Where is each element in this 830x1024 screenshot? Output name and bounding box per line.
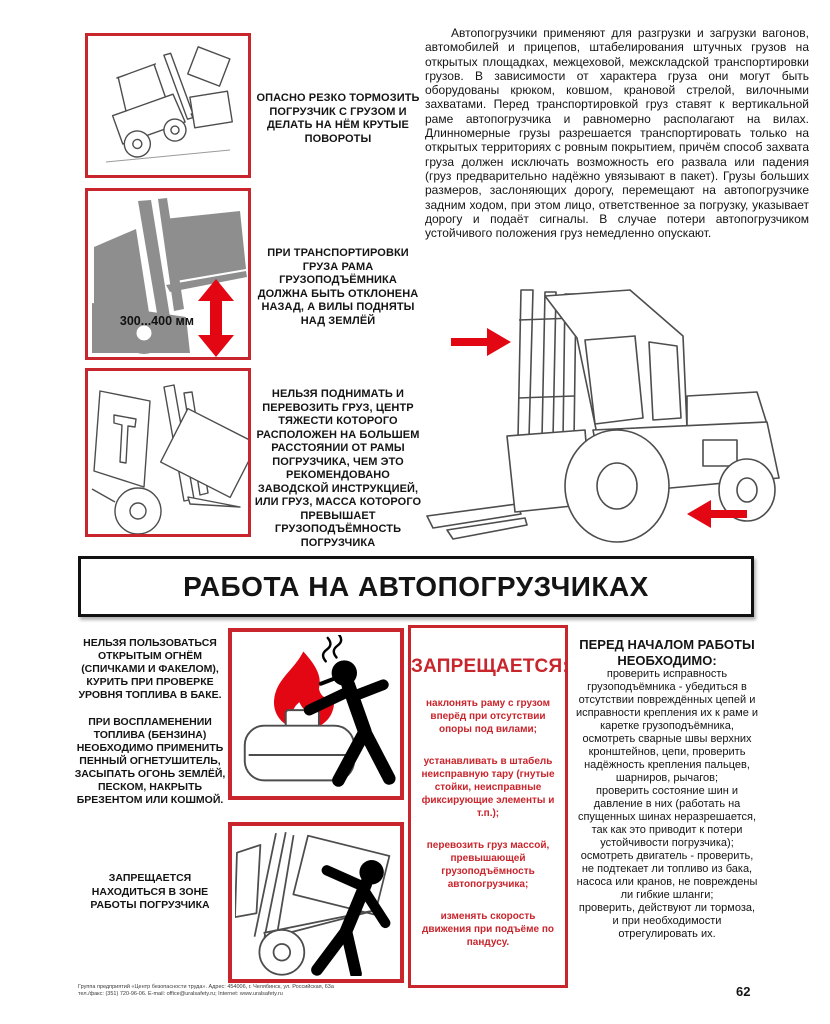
fire-instruction-text: ПРИ ВОСПЛАМЕНЕНИИ ТОПЛИВА (БЕНЗИНА) НЕОБХОДИМО ПРИМЕНИТЬ ПЕННЫЙ ОГНЕТУШИТЕЛЬ, ЗАСЫПАТЬ ОГОНЬ ЗЕМЛЁЙ, ПЕСКОМ, НАКРЫТЬ БРЕЗЕНТОМ ИЛИ КОШМОЙ. <box>74 716 226 806</box>
before-work-item: проверить, действуют ли тормоза, и при необходимости отрегулировать их. <box>578 902 756 940</box>
warning-caption-offset-load: НЕЛЬЗЯ ПОДНИМАТЬ И ПЕРЕВОЗИТЬ ГРУЗ, ЦЕНТР ТЯЖЕСТИ КОТОРОГО РАСПОЛОЖЕН НА БОЛЬШЕМ РАССТОЯНИИ ОТ РАМЫ ПОГРУЗЧИКА, ЧЕМ ЭТО РЕКОМЕНДОВАНО ЗАВОДСКОЙ ИНСТРУКЦИЕЙ, ИЛИ ГРУЗ, МАССА КОТОРОГО ПРЕВЫШАЕТ ГРУЗОПОДЪЁМНОСТЬ ПОГРУЗЧИКА <box>254 388 422 549</box>
tipping-forklift-illustration <box>88 36 248 175</box>
prohibited-item: изменять скорость движения при подъёме по пандусу. <box>421 911 554 948</box>
dimension-label: 300...400 мм <box>119 314 194 328</box>
zone-warning-text: ЗАПРЕЩАЕТСЯ НАХОДИТЬСЯ В ЗОНЕ РАБОТЫ ПОГРУЗЧИКА <box>90 872 210 911</box>
before-work-item: проверить исправность грузоподъёмника - убедиться в отсутствии повреждённых цепей и исправности крепления их к раме и каретке грузоподъёмника, осмотреть сварные швы верхних кронштейнов, цепи, проверить надёжность крепления пальцев, шарниров, рычагов; <box>575 668 759 784</box>
fuel-warning-text: НЕЛЬЗЯ ПОЛЬЗОВАТЬСЯ ОТКРЫТЫМ ОГНЁМ (СПИЧКАМИ И ФАКЕЛОМ), КУРИТЬ ПРИ ПРОВЕРКЕ УРОВНЯ ТОПЛИВА В БАКЕ. <box>78 637 222 701</box>
worker-in-zone-pictogram <box>235 829 397 976</box>
fuel-warnings-column <box>74 637 226 807</box>
footer-imprint <box>78 984 438 998</box>
page-title: РАБОТА НА АВТОПОГРУЗЧИКАХ <box>183 570 649 602</box>
warning-caption-braking: ОПАСНО РЕЗКО ТОРМОЗИТЬ ПОГРУЗЧИК С ГРУЗОМ И ДЕЛАТЬ НА НЁМ КРУТЫЕ ПОВОРОТЫ <box>256 92 420 145</box>
right-red-arrow <box>451 328 511 356</box>
page-number: 62 <box>736 984 751 999</box>
intro-paragraph: Автопогрузчики применяют для разгрузки и загрузки вагонов, автомобилей и прицепов, штабелирования штучных грузов на открытых площадках, межцеховой, межскладской транспортировки грузов. В зависимости от характера груза они могут быть оборудованы крюком, ковшом, крановой стрелой, вилочными захватами. Перед транспортировкой груз ставят к вертикальной раме автопогрузчика и равномерно располагают на вилах. Длинномерные грузы разрешается транспортировать только на открытых территориях с ровным покрытием, причём способ захвата груза должен исключать возможность его развала или падения (груз предварительно надёжно увязывают в пакет). Грузы больших размеров, заслоняющих дорогу, перемещают на автопогрузчике задним ходом, при этом лицо, ответственное за погрузку, указывает дорогу и подаёт сигналы. В случае потери автопогрузчиком устойчивого положения груз немедленно опускают. <box>425 26 809 241</box>
pictogram-box-fire <box>228 628 404 800</box>
imprint-line: тел./факс: (351) 720-96-06. E-mail: office@uralsafety.ru; Internet: www.uralsafety.ru <box>78 990 283 997</box>
prohibited-item: устанавливать в штабель неисправную тару (гнутые стойки, неисправные фиксирующие элементы и т.п.); <box>421 756 555 819</box>
pictogram-box-zone <box>228 822 404 983</box>
prohibited-panel <box>408 625 568 988</box>
smoking-near-fuel-pictogram <box>235 635 397 793</box>
illustration-box-mast-tilt <box>85 188 251 360</box>
prohibited-item: наклонять раму с грузом вперёд при отсутствии опоры под вилами; <box>425 698 551 735</box>
illustration-box-braking <box>85 33 251 178</box>
mast-tilt-back-illustration <box>88 191 248 357</box>
before-work-column <box>575 637 759 941</box>
warning-caption-mast-tilt: ПРИ ТРАНСПОРТИРОВКИ ГРУЗА РАМА ГРУЗОПОДЪЁМНИКА ДОЛЖНА БЫТЬ ОТКЛОНЕНА НАЗАД, А ВИЛЫ ПОДНЯТЫ НАД ЗЕМЛЁЙ <box>257 247 419 327</box>
before-work-item: проверить состояние шин и давление в них (работать на спущенных шинах неразрешается, так как это приводит к потери устойчивости погрузчика); <box>577 785 757 849</box>
before-work-heading: ПЕРЕД НАЧАЛОМ РАБОТЫ НЕОБХОДИМО: <box>579 637 755 668</box>
central-illustration <box>425 276 810 546</box>
prohibited-heading: ЗАПРЕЩАЕТСЯ: <box>411 656 569 677</box>
title-banner <box>78 556 754 617</box>
illustration-box-offset-load <box>85 368 251 537</box>
before-work-item: осмотреть двигатель - проверить, не подтекает ли топливо из бака, насоса или кранов, не повреждены ли гибкие шланги; <box>576 850 758 901</box>
imprint-line: Группа предприятий «Центр безопасности труда». Адрес: 454006, г. Челябинск, ул. Российская, 63а <box>78 984 334 990</box>
prohibited-item: перевозить груз массой, превышающей грузоподъёмность автопогрузчика; <box>426 840 550 890</box>
offset-load-illustration <box>88 371 248 534</box>
vertical-double-red-arrow <box>198 279 234 357</box>
forklift-side-view-illustration <box>425 276 810 546</box>
